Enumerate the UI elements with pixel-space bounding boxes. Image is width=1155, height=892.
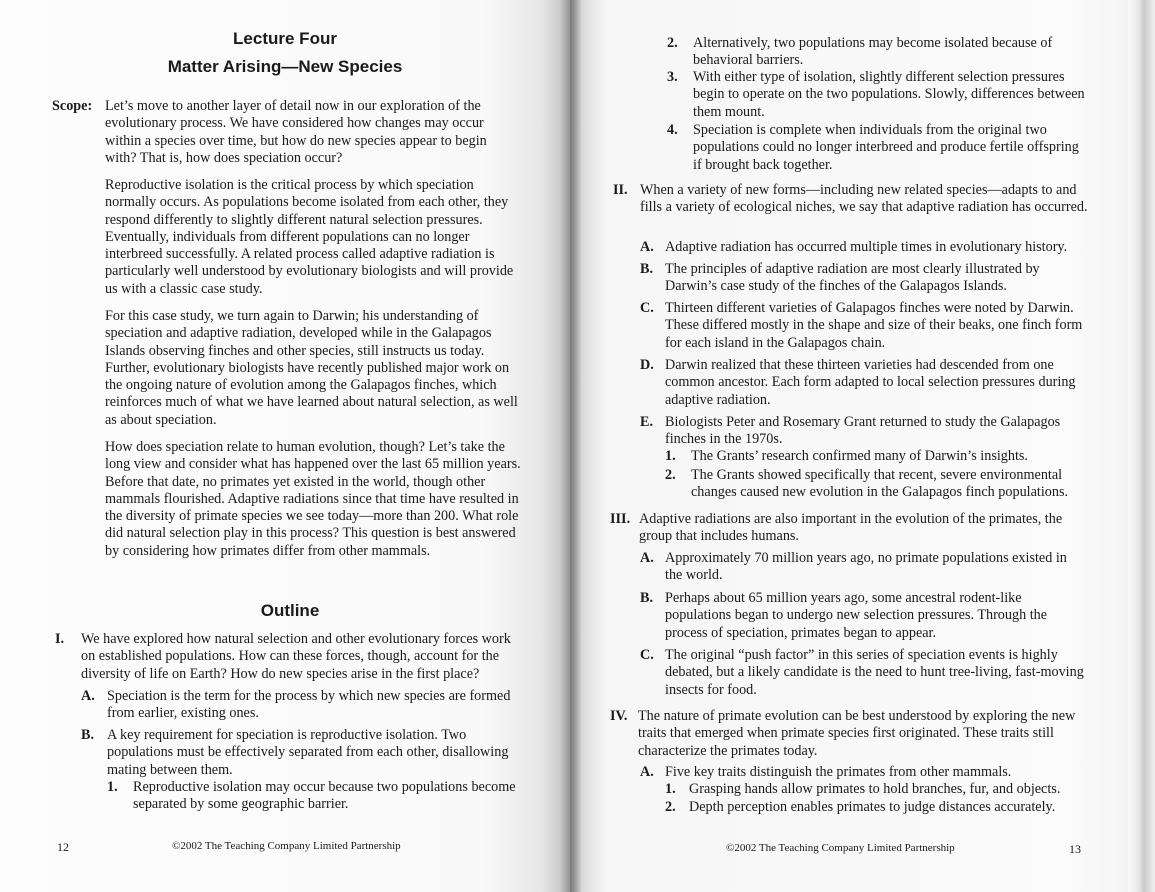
- outline-heading: Outline: [260, 601, 320, 620]
- outline-label-IB: B.: [81, 727, 95, 743]
- item-label: 2.: [667, 35, 678, 51]
- item-text: The original “push factor” in this series of speciation events is highly debated, but a likely candidate is the need to hunt tree-living, fast-moving insects for food.: [665, 647, 1084, 698]
- outline-item-IA: Speciation is the term for the process by which new species are formed from earlier, existing ones.: [107, 688, 511, 722]
- item-label: 2.: [665, 799, 676, 815]
- left-page: [0, 0, 570, 892]
- lecture-subtitle: Matter Arising—New Species: [167, 57, 403, 76]
- item-label: 3.: [667, 69, 678, 85]
- outline-item-IB1: Reproductive isolation may occur because two populations become separated by some geographic barrier.: [133, 779, 516, 813]
- lecture-title: Lecture Four: [233, 29, 337, 48]
- item-label: III.: [610, 511, 631, 527]
- item-text: Alternatively, two populations may become isolated because of behavioral barriers.: [693, 35, 1053, 69]
- item-text: The nature of primate evolution can be best understood by exploring the new traits that emerged when primate species first originated. These traits still characterize the primates today.: [638, 708, 1076, 759]
- page-edge: [1128, 0, 1155, 892]
- item-label: 1.: [665, 781, 676, 797]
- scope-label: Scope:: [52, 98, 93, 114]
- item-text: The principles of adaptive radiation are most clearly illustrated by Darwin’s case study of the finches of the Galapagos Islands.: [665, 261, 1040, 295]
- item-text: When a variety of new forms—including new related species—adapts to and fills a variety of ecological niches, we say that adaptive radiation has occurred.: [640, 182, 1088, 216]
- item-text: Depth perception enables primates to judge distances accurately.: [689, 799, 1056, 815]
- right-page: [570, 0, 1155, 892]
- item-label: A.: [640, 764, 654, 780]
- item-text: With either type of isolation, slightly different selection pressures begin to operate on the two populations. Slowly, differences between them mount.: [693, 69, 1085, 120]
- copyright-right: ©2002 The Teaching Company Limited Partnership: [726, 842, 955, 854]
- item-text: Perhaps about 65 million years ago, some ancestral rodent-like populations began to undergo new selection pressures. Through the process of speciation, primates began to appear.: [665, 590, 1048, 641]
- item-text: Speciation is complete when individuals from the original two populations could no longer interbreed and produce fertile offspring if brought back together.: [693, 122, 1079, 173]
- item-text: Adaptive radiations are also important in the evolution of the primates, the group that includes humans.: [639, 511, 1063, 545]
- item-label: 2.: [665, 467, 676, 483]
- scope-paragraph-4: How does speciation relate to human evolution, though? Let’s take the long view and consider what has happened over the last 65 million years. Before that date, no primates yet existed in the world, though other mammals flourished. Adaptive radiations since that time have resulted in the diversity of primate species we see today—more than 200. What role did natural selection play in this process? This question is best answered by considering how primates differ from other mammals.: [105, 439, 521, 559]
- page-number-left: 12: [57, 840, 69, 854]
- item-text: Approximately 70 million years ago, no primate populations existed in the world.: [665, 550, 1067, 584]
- item-label: 1.: [665, 448, 676, 464]
- scope-paragraph-2: Reproductive isolation is the critical process by which speciation normally occurs. As populations become isolated from each other, they respond differently to slightly different natural selection pressures. Eventually, individuals from different populations can no longer interbreed successfully. A related process called adaptive radiation is particularly well understood by evolutionary biologists and will provide us with a classic case study.: [105, 177, 514, 297]
- item-label: B.: [640, 261, 654, 277]
- item-text: Five key traits distinguish the primates from other mammals.: [665, 764, 1012, 780]
- outline-item-IB: A key requirement for speciation is reproductive isolation. Two populations must be effectively separated from each other, disallowing mating between them.: [107, 727, 509, 778]
- book-gutter: [560, 0, 582, 892]
- item-label: C.: [640, 300, 654, 316]
- item-text: Grasping hands allow primates to hold branches, fur, and objects.: [689, 781, 1061, 797]
- scope-paragraph-1: Let’s move to another layer of detail now in our exploration of the evolutionary process. We have considered how changes may occur within a species over time, but how do new species appear to begin with? That is, how does speciation occur?: [105, 98, 487, 166]
- item-text: Biologists Peter and Rosemary Grant returned to study the Galapagos finches in the 1970s.: [665, 414, 1061, 448]
- outline-label-IB1: 1.: [107, 779, 118, 795]
- item-text: The Grants’ research confirmed many of Darwin’s insights.: [691, 448, 1028, 464]
- item-label: 4.: [667, 122, 678, 138]
- scope-paragraph-3: For this case study, we turn again to Darwin; his understanding of speciation and adaptive radiation, developed while in the Galapagos Islands observing finches and other species, still instructs us today. Further, evolutionary biologists have recently published major work on the ongoing nature of evolution among the Galapagos finches, which reinforces much of what we have learned about natural selection, as well as about speciation.: [105, 308, 518, 428]
- page-number-right: 13: [1069, 842, 1081, 856]
- outline-label-IA: A.: [81, 688, 95, 704]
- outline-label-I: I.: [55, 631, 65, 647]
- item-label: E.: [640, 414, 654, 430]
- item-label: IV.: [610, 708, 628, 724]
- item-label: C.: [640, 647, 654, 663]
- item-label: D.: [640, 357, 654, 373]
- item-text: Thirteen different varieties of Galapagos finches were noted by Darwin. These differed mostly in the shape and size of their beaks, one finch form for each island in the Galapagos chain.: [665, 300, 1083, 351]
- item-label: B.: [640, 590, 654, 606]
- item-text: Adaptive radiation has occurred multiple times in evolutionary history.: [665, 239, 1068, 255]
- item-label: A.: [640, 550, 654, 566]
- outline-item-I: We have explored how natural selection and other evolutionary forces work on established populations. How can these forces, though, account for the diversity of life on Earth? How do new species arise in the first place?: [81, 631, 511, 682]
- item-text: The Grants showed specifically that recent, severe environmental changes caused new evolution in the Galapagos finch populations.: [691, 467, 1069, 501]
- item-label: A.: [640, 239, 654, 255]
- item-label: II.: [613, 182, 628, 198]
- item-text: Darwin realized that these thirteen varieties had descended from one common ancestor. Each form adapted to local selection pressures during adaptive radiation.: [665, 357, 1076, 408]
- copyright-left: ©2002 The Teaching Company Limited Partnership: [172, 840, 401, 852]
